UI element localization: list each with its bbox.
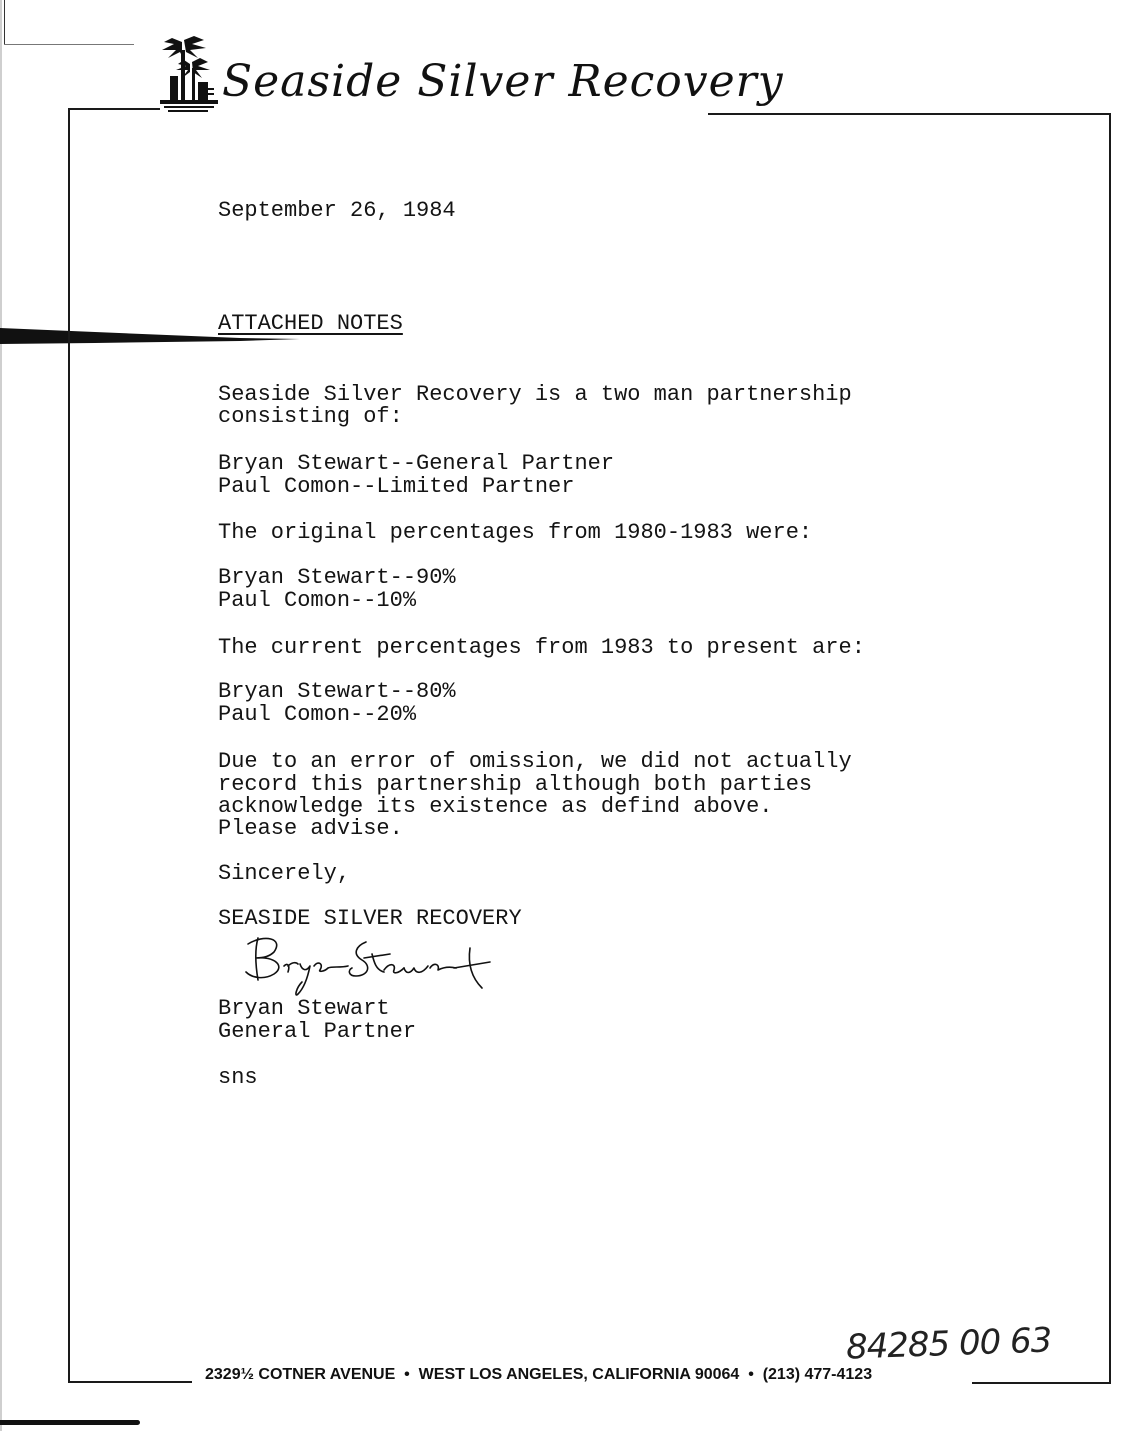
frame-line <box>708 113 1111 115</box>
current-percentage-line: Paul Comon--20% <box>218 702 417 727</box>
handwritten-document-number: 84285 00 63 <box>845 1320 1052 1368</box>
scan-mark <box>0 1420 140 1425</box>
scan-mark <box>4 44 134 45</box>
partner-line: Paul Comon--Limited Partner <box>218 474 575 499</box>
footer-address: 2329½ COTNER AVENUE • WEST LOS ANGELES, CALIFORNIA 90064 • (213) 477-4123 <box>205 1366 873 1383</box>
frame-line <box>972 1382 1111 1384</box>
letter-subject: ATTACHED NOTES <box>218 311 403 336</box>
handwritten-signature <box>244 932 494 1002</box>
letter-date: September 26, 1984 <box>218 198 456 223</box>
typist-initials: sns <box>218 1065 258 1090</box>
note-line: Due to an error of omission, we did not actually <box>218 749 852 774</box>
original-percentages-heading: The original percentages from 1980-1983 were: <box>218 520 813 545</box>
frame-line <box>1109 114 1111 1384</box>
signer-name: Bryan Stewart <box>218 996 390 1021</box>
original-percentage-line: Bryan Stewart--90% <box>218 565 456 590</box>
signer-title: General Partner <box>218 1019 417 1044</box>
note-line: acknowledge its existence as defind above. <box>218 794 773 819</box>
scan-mark <box>4 0 5 44</box>
original-percentage-line: Paul Comon--10% <box>218 588 417 613</box>
palm-tree-icon <box>160 36 218 114</box>
partner-line: Bryan Stewart--General Partner <box>218 451 615 476</box>
current-percentages-heading: The current percentages from 1983 to present are: <box>218 635 865 660</box>
frame-line <box>68 110 70 1383</box>
company-logo-text: Seaside Silver Recovery <box>222 56 784 107</box>
note-line: Please advise. <box>218 816 403 841</box>
frame-line <box>68 108 160 110</box>
intro-line: Seaside Silver Recovery is a two man partnership <box>218 382 852 407</box>
frame-line <box>68 1381 192 1383</box>
intro-line: consisting of: <box>218 404 403 429</box>
closing: Sincerely, <box>218 861 351 886</box>
note-line: record this partnership although both parties <box>218 772 813 797</box>
scan-edge <box>0 0 2 1431</box>
signature-company: SEASIDE SILVER RECOVERY <box>218 906 522 931</box>
current-percentage-line: Bryan Stewart--80% <box>218 679 456 704</box>
